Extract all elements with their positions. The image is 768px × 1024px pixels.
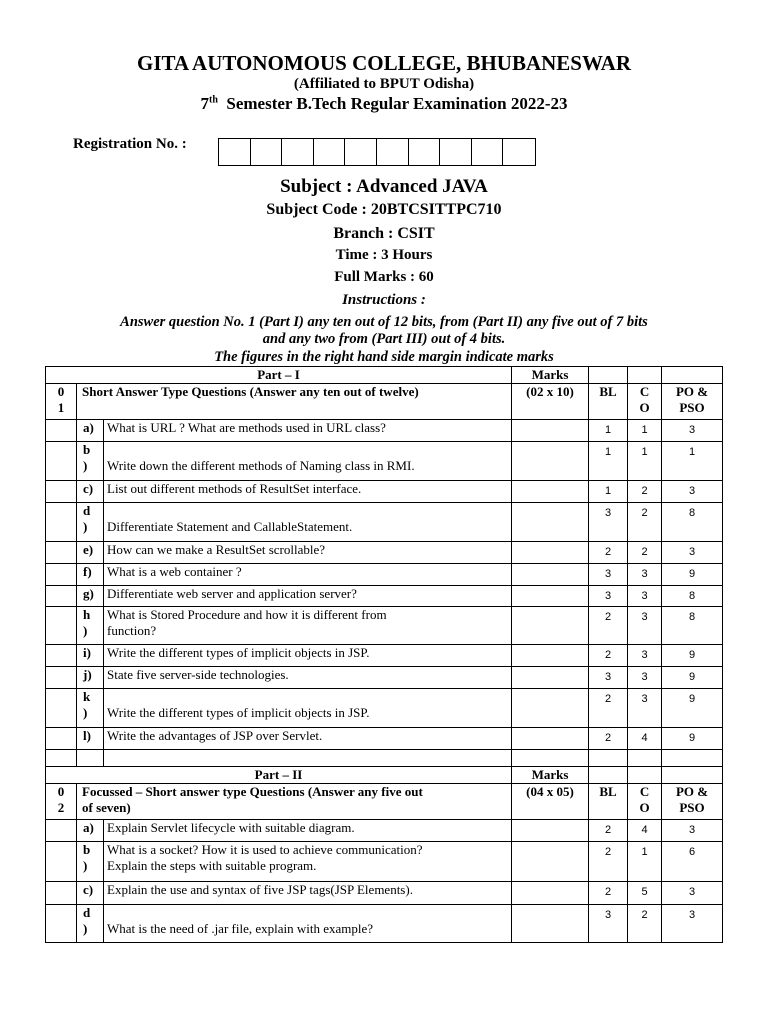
question-letter bbox=[77, 882, 104, 905]
empty-cell bbox=[512, 728, 589, 750]
exam-time: Time : 3 Hours bbox=[335, 247, 433, 263]
question-letter bbox=[77, 820, 104, 842]
co-value: 3 bbox=[628, 607, 662, 645]
empty-cell bbox=[46, 689, 77, 728]
question-text bbox=[104, 842, 512, 882]
question-text-line: Write the advantages of JSP over Servlet. bbox=[107, 728, 323, 743]
question-letter bbox=[77, 842, 104, 882]
question-letter-top: c) bbox=[83, 481, 94, 496]
po-value: 3 bbox=[662, 820, 723, 842]
question-letter-top: i) bbox=[83, 645, 91, 660]
po-value: 3 bbox=[662, 420, 723, 442]
question-text-line: function? bbox=[107, 623, 157, 638]
co-header bbox=[628, 784, 662, 820]
question-text-line: What is a socket? How it is used to achieve communication? bbox=[107, 842, 423, 857]
question-row bbox=[46, 905, 723, 943]
part1-header-row bbox=[46, 384, 723, 420]
bl-value: 2 bbox=[589, 542, 628, 564]
bl-header: BL bbox=[589, 784, 628, 820]
question-row bbox=[46, 564, 723, 586]
co-value: 4 bbox=[628, 820, 662, 842]
registration-box bbox=[440, 139, 472, 165]
empty-cell bbox=[512, 481, 589, 503]
po-value: 9 bbox=[662, 645, 723, 667]
empty-cell bbox=[512, 905, 589, 943]
question-text-line: Explain Servlet lifecycle with suitable diagram. bbox=[107, 820, 355, 835]
question-letter-top: b bbox=[83, 442, 91, 457]
registration-box bbox=[377, 139, 409, 165]
question-text bbox=[104, 420, 512, 442]
question-letter-top: c) bbox=[83, 882, 94, 897]
registration-box bbox=[345, 139, 377, 165]
bl-value: 1 bbox=[589, 420, 628, 442]
empty-cell bbox=[512, 820, 589, 842]
po-pso-header bbox=[662, 384, 723, 420]
subject-code: Subject Code : 20BTCSITTPC710 bbox=[266, 201, 502, 218]
question-letter bbox=[77, 607, 104, 645]
question-row bbox=[46, 820, 723, 842]
instructions-line: and any two from (Part III) out of 4 bits. bbox=[262, 331, 506, 347]
question-row bbox=[46, 842, 723, 882]
empty-cell bbox=[46, 667, 77, 689]
instructions-line: The figures in the right hand side margin indicate marks bbox=[214, 349, 554, 365]
po-header-bottom: PSO bbox=[679, 400, 705, 415]
question-text bbox=[104, 820, 512, 842]
po-header-bottom: PSO bbox=[679, 800, 705, 815]
subject-title: Subject : Advanced JAVA bbox=[280, 176, 488, 197]
question-text-line: Write the different types of implicit objects in JSP. bbox=[107, 645, 370, 660]
question-letter bbox=[77, 645, 104, 667]
part1-marks: (02 x 10) bbox=[512, 384, 589, 420]
bl-value: 3 bbox=[589, 905, 628, 943]
po-value: 3 bbox=[662, 542, 723, 564]
empty-cell bbox=[46, 645, 77, 667]
co-value: 2 bbox=[628, 481, 662, 503]
part1-marks-label: Marks bbox=[512, 367, 589, 384]
po-value: 9 bbox=[662, 728, 723, 750]
co-value: 3 bbox=[628, 645, 662, 667]
part1-heading: Short Answer Type Questions (Answer any ten out of twelve) bbox=[77, 384, 512, 420]
bl-value: 2 bbox=[589, 728, 628, 750]
question-letter-bottom: ) bbox=[83, 921, 88, 936]
registration-boxes bbox=[218, 138, 536, 166]
branch: Branch : CSIT bbox=[333, 225, 435, 242]
question-letter bbox=[77, 564, 104, 586]
question-row bbox=[46, 503, 723, 542]
co-header-top: C bbox=[639, 784, 650, 799]
po-value: 9 bbox=[662, 689, 723, 728]
question-text-line: Write the different types of implicit objects in JSP. bbox=[107, 705, 370, 720]
bl-value: 1 bbox=[589, 442, 628, 481]
empty-cell bbox=[512, 607, 589, 645]
question-letter bbox=[77, 905, 104, 943]
question-row bbox=[46, 882, 723, 905]
question-letter-top: a) bbox=[83, 820, 94, 835]
empty-cell bbox=[46, 442, 77, 481]
part2-header-row bbox=[46, 784, 723, 820]
question-row bbox=[46, 728, 723, 750]
question-text-line: List out different methods of ResultSet interface. bbox=[107, 481, 362, 496]
question-letter-top: l) bbox=[83, 728, 91, 743]
college-name: GITA AUTONOMOUS COLLEGE, BHUBANESWAR bbox=[137, 51, 631, 75]
question-text bbox=[104, 542, 512, 564]
empty-cell bbox=[589, 767, 628, 784]
bl-value: 1 bbox=[589, 481, 628, 503]
question-text bbox=[104, 645, 512, 667]
empty-cell bbox=[512, 442, 589, 481]
question-letter-top: e) bbox=[83, 542, 94, 557]
question-number bbox=[46, 384, 77, 420]
empty-cell bbox=[46, 905, 77, 943]
empty-cell bbox=[512, 882, 589, 905]
question-text-line: State five server-side technologies. bbox=[107, 667, 289, 682]
registration-box bbox=[503, 139, 535, 165]
question-text bbox=[104, 607, 512, 645]
registration-box bbox=[282, 139, 314, 165]
question-letter bbox=[77, 667, 104, 689]
question-text bbox=[104, 728, 512, 750]
question-text-line: What is the need of .jar file, explain with example? bbox=[107, 921, 374, 936]
question-letter-bottom: ) bbox=[83, 458, 88, 473]
po-value: 3 bbox=[662, 882, 723, 905]
question-number-digit: 0 bbox=[57, 784, 65, 799]
question-letter bbox=[77, 728, 104, 750]
question-letter bbox=[77, 420, 104, 442]
question-text bbox=[104, 586, 512, 607]
empty-cell bbox=[46, 542, 77, 564]
co-value: 3 bbox=[628, 564, 662, 586]
question-row bbox=[46, 607, 723, 645]
question-row bbox=[46, 586, 723, 607]
co-value: 3 bbox=[628, 689, 662, 728]
question-text bbox=[104, 481, 512, 503]
empty-cell bbox=[46, 882, 77, 905]
po-value: 9 bbox=[662, 667, 723, 689]
question-row bbox=[46, 542, 723, 564]
question-text-line: How can we make a ResultSet scrollable? bbox=[107, 542, 326, 557]
question-text-line: Differentiate web server and application server? bbox=[107, 586, 357, 601]
empty-cell bbox=[628, 767, 662, 784]
bl-value: 3 bbox=[589, 586, 628, 607]
exam-semester-number: 7 bbox=[200, 94, 209, 113]
empty-cell bbox=[628, 367, 662, 384]
po-header-top: PO & bbox=[675, 784, 709, 799]
question-number-digit: 0 bbox=[57, 384, 65, 399]
question-text bbox=[104, 689, 512, 728]
empty-cell bbox=[512, 564, 589, 586]
question-text bbox=[104, 442, 512, 481]
co-value: 1 bbox=[628, 420, 662, 442]
question-row bbox=[46, 689, 723, 728]
question-letter-top: f) bbox=[83, 564, 92, 579]
bl-value: 3 bbox=[589, 564, 628, 586]
empty-cell bbox=[512, 689, 589, 728]
empty-cell bbox=[512, 645, 589, 667]
co-value: 4 bbox=[628, 728, 662, 750]
po-value: 9 bbox=[662, 564, 723, 586]
registration-box bbox=[409, 139, 441, 165]
co-value: 1 bbox=[628, 842, 662, 882]
question-text bbox=[104, 905, 512, 943]
po-value: 8 bbox=[662, 503, 723, 542]
question-letter-top: d bbox=[83, 905, 91, 920]
part2-heading bbox=[77, 784, 512, 820]
po-header-top: PO & bbox=[675, 384, 709, 399]
part2-heading-line: Focussed – Short answer type Questions (Answer any five out bbox=[82, 784, 423, 799]
question-text bbox=[104, 882, 512, 905]
question-text-line: Explain the use and syntax of five JSP tags(JSP Elements). bbox=[107, 882, 413, 897]
empty-cell bbox=[512, 586, 589, 607]
question-letter-bottom: ) bbox=[83, 705, 88, 720]
question-row bbox=[46, 442, 723, 481]
bl-value: 2 bbox=[589, 689, 628, 728]
part1-title-row bbox=[46, 367, 723, 384]
bl-value: 2 bbox=[589, 820, 628, 842]
empty-cell bbox=[589, 367, 628, 384]
co-value: 3 bbox=[628, 667, 662, 689]
question-letter-top: b bbox=[83, 842, 91, 857]
question-text-line: What is Stored Procedure and how it is different from bbox=[107, 607, 387, 622]
bl-value: 2 bbox=[589, 842, 628, 882]
empty-cell bbox=[77, 750, 104, 767]
question-number-digit: 1 bbox=[57, 400, 65, 415]
po-value: 8 bbox=[662, 607, 723, 645]
registration-box bbox=[472, 139, 504, 165]
empty-cell bbox=[512, 542, 589, 564]
part2-marks-label: Marks bbox=[512, 767, 589, 784]
question-letter bbox=[77, 689, 104, 728]
empty-cell bbox=[46, 503, 77, 542]
bl-value: 3 bbox=[589, 667, 628, 689]
empty-cell bbox=[46, 820, 77, 842]
empty-cell bbox=[46, 842, 77, 882]
question-letter-bottom: ) bbox=[83, 858, 88, 873]
question-letter-bottom: ) bbox=[83, 519, 88, 534]
question-letter bbox=[77, 442, 104, 481]
part2-title-row bbox=[46, 767, 723, 784]
po-value: 3 bbox=[662, 481, 723, 503]
affiliation: (Affiliated to BPUT Odisha) bbox=[293, 76, 475, 92]
empty-cell bbox=[589, 750, 628, 767]
question-text-line: What is a web container ? bbox=[107, 564, 242, 579]
question-number bbox=[46, 784, 77, 820]
question-letter bbox=[77, 542, 104, 564]
instructions-title: Instructions : bbox=[342, 292, 426, 308]
part2-marks: (04 x 05) bbox=[512, 784, 589, 820]
question-letter-top: j) bbox=[83, 667, 92, 682]
question-letter bbox=[77, 481, 104, 503]
part2-title: Part – II bbox=[46, 767, 512, 784]
po-pso-header bbox=[662, 784, 723, 820]
empty-cell bbox=[512, 503, 589, 542]
bl-value: 3 bbox=[589, 503, 628, 542]
full-marks: Full Marks : 60 bbox=[334, 269, 434, 285]
question-letter-top: a) bbox=[83, 420, 94, 435]
registration-label: Registration No. : bbox=[73, 136, 187, 152]
empty-cell bbox=[628, 750, 662, 767]
bl-header: BL bbox=[589, 384, 628, 420]
empty-cell bbox=[512, 842, 589, 882]
part1-title: Part – I bbox=[46, 367, 512, 384]
exam-title bbox=[0, 94, 768, 114]
question-table bbox=[45, 366, 723, 943]
empty-cell bbox=[46, 586, 77, 607]
co-value: 1 bbox=[628, 442, 662, 481]
empty-cell bbox=[46, 728, 77, 750]
empty-cell bbox=[662, 750, 723, 767]
question-text-line: Write down the different methods of Naming class in RMI. bbox=[107, 458, 415, 473]
co-header-bottom: O bbox=[639, 400, 650, 415]
bl-value: 2 bbox=[589, 645, 628, 667]
exam-semester-suffix: th bbox=[208, 94, 218, 106]
question-letter-bottom: ) bbox=[83, 623, 88, 638]
registration-box bbox=[251, 139, 283, 165]
registration-box bbox=[314, 139, 346, 165]
bl-value: 2 bbox=[589, 607, 628, 645]
co-value: 3 bbox=[628, 586, 662, 607]
question-row bbox=[46, 645, 723, 667]
po-value: 3 bbox=[662, 905, 723, 943]
question-text bbox=[104, 564, 512, 586]
question-letter-top: g) bbox=[83, 586, 94, 601]
po-value: 1 bbox=[662, 442, 723, 481]
empty-cell bbox=[512, 420, 589, 442]
co-header-top: C bbox=[639, 384, 650, 399]
question-text-line: What is URL ? What are methods used in URL class? bbox=[107, 420, 386, 435]
empty-cell bbox=[662, 767, 723, 784]
co-header bbox=[628, 384, 662, 420]
co-value: 2 bbox=[628, 503, 662, 542]
empty-cell bbox=[46, 420, 77, 442]
question-letter bbox=[77, 503, 104, 542]
po-value: 6 bbox=[662, 842, 723, 882]
empty-cell bbox=[46, 481, 77, 503]
question-text bbox=[104, 503, 512, 542]
empty-cell bbox=[104, 750, 512, 767]
part2-heading-line: of seven) bbox=[82, 800, 131, 815]
instructions-line: Answer question No. 1 (Part I) any ten out of 12 bits, from (Part II) any five out of 7 bits bbox=[120, 314, 648, 330]
question-letter-top: d bbox=[83, 503, 91, 518]
empty-row bbox=[46, 750, 723, 767]
co-value: 5 bbox=[628, 882, 662, 905]
question-text bbox=[104, 667, 512, 689]
registration-box bbox=[219, 139, 251, 165]
question-letter-top: k bbox=[83, 689, 91, 704]
co-value: 2 bbox=[628, 542, 662, 564]
co-value: 2 bbox=[628, 905, 662, 943]
empty-cell bbox=[46, 750, 77, 767]
question-row bbox=[46, 420, 723, 442]
empty-cell bbox=[46, 607, 77, 645]
empty-cell bbox=[512, 750, 589, 767]
empty-cell bbox=[46, 564, 77, 586]
question-letter-top: h bbox=[83, 607, 91, 622]
question-text-line: Differentiate Statement and CallableStatement. bbox=[107, 519, 353, 534]
co-header-bottom: O bbox=[639, 800, 650, 815]
po-value: 8 bbox=[662, 586, 723, 607]
question-row bbox=[46, 481, 723, 503]
question-text-line: Explain the steps with suitable program. bbox=[107, 858, 317, 873]
question-row bbox=[46, 667, 723, 689]
bl-value: 2 bbox=[589, 882, 628, 905]
empty-cell bbox=[512, 667, 589, 689]
question-letter bbox=[77, 586, 104, 607]
empty-cell bbox=[662, 367, 723, 384]
exam-title-text: Semester B.Tech Regular Examination 2022-23 bbox=[226, 94, 568, 113]
question-number-digit: 2 bbox=[57, 800, 65, 815]
